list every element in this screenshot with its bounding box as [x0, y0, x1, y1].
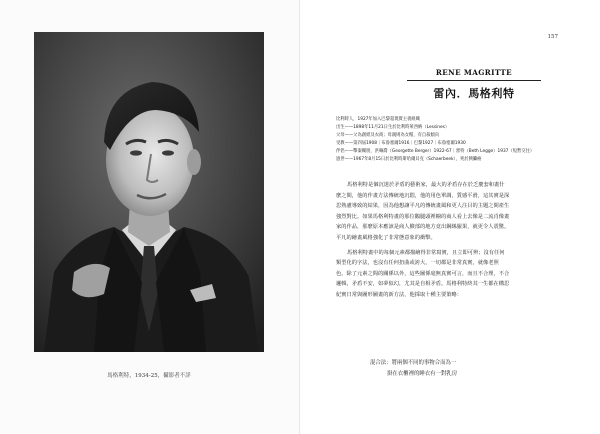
text-line: 類型化的字法，也沒有任何扭曲或誇大，一切都是非常真實，就像老照 [336, 260, 499, 267]
verse-line: 掛在衣櫃裡的睡衣有一對乳房 [387, 370, 458, 377]
text-line: 邏輯，矛盾不安，如夢似幻，尤其是自相矛盾。馬格利特終其一生都在構思 [336, 281, 510, 288]
text-line: 家的作品，那麼原本應該是商人臉部的地方竟出鋼絲羅果，就更令人震驚。 [336, 224, 510, 231]
fact-line: 受教——第四屆1908｜布魯塞爾1916｜巴黎1927｜布魯塞爾1930 [336, 141, 466, 147]
artist-name-zh: 雷內．馬格利特 [433, 87, 515, 100]
text-line: 色。除了元素之間的關係以外，這些圖係毫無真實可言，而且不合理，不合 [336, 270, 510, 277]
page-number: 157 [547, 34, 558, 40]
title-block [407, 68, 541, 101]
text-line: 紀實日常與圖形圖畫的新方法，他採取十種主要策略： [336, 291, 462, 298]
fact-line: 過世——1967年8月15日於比利時斯哈爾貝克（Schaerbeek），死於胰臟癌 [336, 157, 482, 163]
verse-line: 混合法：將兩個不同的事物合而為一 [370, 360, 457, 366]
fact-line: 父母——父為創紙及衣商；母親則為女帽，有自殺傾向 [336, 133, 440, 139]
text-line: 平凡的繪畫風格強化了非常態意象的衝擊。 [336, 234, 436, 241]
artist-name-en: RENE MAGRITTE [407, 68, 541, 81]
fact-line: 比利時人，1927年加入巴黎超現實主義組織 [336, 117, 420, 122]
body-text [336, 180, 562, 305]
right-page [300, 0, 600, 434]
text-line: 馬格利特是個沉迷於矛盾的藝術家，最大的矛盾存在於乏慶套和畫什 [347, 182, 505, 188]
text-line: 麼之間，他的作畫方法傳統地沉悶，他的用色單調，質感平滑，這其實是深 [336, 192, 510, 199]
photo-caption: 馬格利特，1934-25，攝影者不詳 [107, 373, 191, 379]
paragraph [336, 180, 562, 244]
example-verse [370, 358, 560, 380]
text-line: 思熟慮導致的結果，因為他想讓平凡的傳統畫風和更人注目的主題之間產生 [336, 203, 510, 210]
fact-line: 出生——1898年11月21日生於比利時萊西納（Lessines） [336, 125, 450, 131]
text-line: 強烈對比。如果馬格利特畫的那位鵝腿頭裡櫥的商人看上去像是二流肖像畫 [336, 213, 510, 220]
text-line: 馬格利特畫中的每個元素都描繪得非常寫實，且立即可辨；沒有任何 [347, 249, 505, 256]
portrait-photo [34, 32, 264, 352]
biography-facts [336, 116, 558, 165]
fact-line: 伴侶——擊秦關朋，洪嘛喬（Georgette Berger）1922-67｜蕾特（Beth Legge）1937（短暫交往） [336, 149, 535, 155]
paragraph [336, 248, 562, 301]
